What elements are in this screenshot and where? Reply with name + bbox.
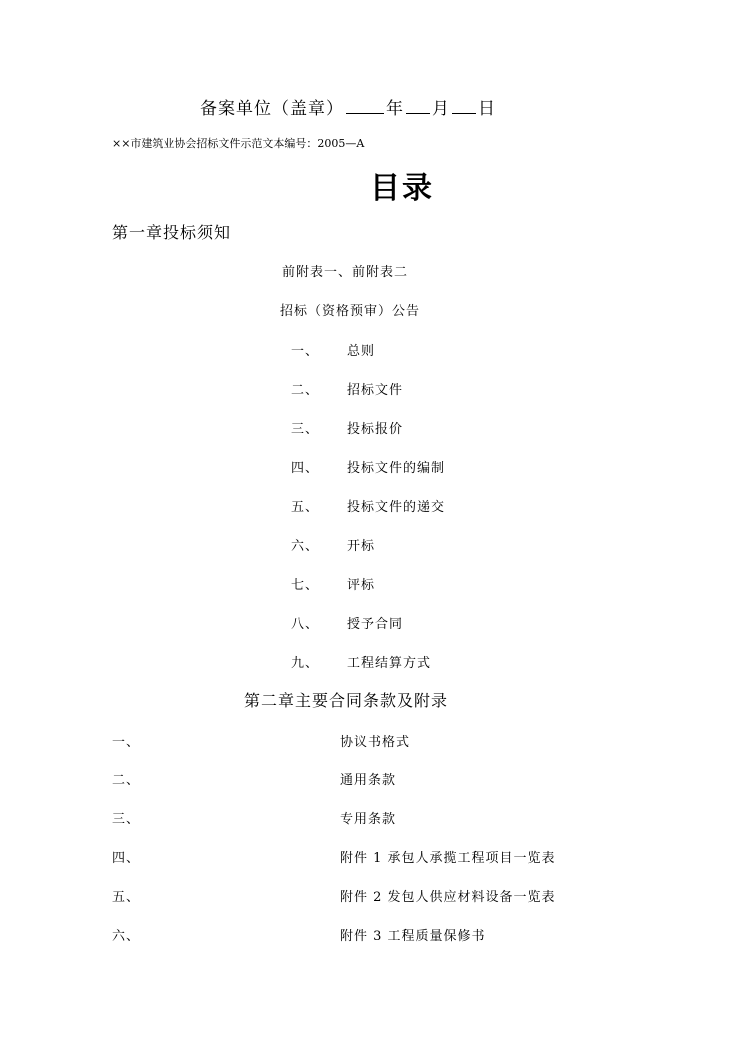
sample-document-number: ××市建筑业协会招标文件示范文本编号：2005—A	[112, 137, 365, 150]
toc-title: 目录	[370, 171, 434, 206]
section-number: 七、	[291, 578, 320, 593]
clause-number: 五、	[112, 890, 141, 905]
clause-number: 三、	[112, 812, 141, 827]
clause-title: 协议书格式	[340, 735, 411, 750]
clause-number: 一、	[112, 735, 141, 750]
toc-section-4	[291, 457, 445, 476]
clause-title: 通用条款	[340, 773, 397, 788]
clause-number: 六、	[112, 929, 141, 944]
toc-section-3	[291, 418, 403, 437]
section-title: 投标文件的递交	[347, 500, 446, 515]
section-number: 三、	[291, 422, 320, 437]
toc-section-6	[291, 535, 375, 554]
day-label: 日	[478, 99, 496, 119]
year-blank	[346, 112, 384, 114]
section-number: 六、	[291, 539, 320, 554]
notice-entry: 招标（资格预审）公告	[280, 304, 421, 319]
section-title: 评标	[347, 578, 376, 593]
section-title: 总则	[347, 344, 376, 359]
section-number: 一、	[291, 344, 320, 359]
section-title: 招标文件	[347, 383, 404, 398]
toc-section-7	[291, 574, 375, 593]
toc-section-1	[291, 340, 375, 359]
section-number: 九、	[291, 656, 320, 671]
section-number: 二、	[291, 383, 320, 398]
clause-title: 附件 2 发包人供应材料设备一览表	[340, 890, 556, 905]
section-number: 八、	[291, 617, 320, 632]
section-title: 投标报价	[347, 422, 404, 437]
clause-title: 专用条款	[340, 812, 397, 827]
year-label: 年	[386, 99, 404, 119]
clause-title: 附件 1 承包人承揽工程项目一览表	[340, 851, 556, 866]
month-blank	[406, 112, 430, 114]
toc-section-8	[291, 613, 403, 632]
day-blank	[452, 112, 476, 114]
section-title: 工程结算方式	[347, 656, 432, 671]
chapter1-heading: 第一章投标须知	[112, 223, 232, 242]
month-label: 月	[432, 99, 450, 119]
toc-section-2	[291, 379, 403, 398]
section-number: 四、	[291, 461, 320, 476]
toc-section-5	[291, 496, 445, 515]
pre-tables-entry: 前附表一、前附表二	[282, 265, 409, 280]
toc-section-9	[291, 652, 431, 671]
filing-unit-line	[200, 94, 496, 119]
filing-unit-label: 备案单位（盖章）	[200, 99, 344, 119]
section-title: 授予合同	[347, 617, 404, 632]
clause-number: 四、	[112, 851, 141, 866]
chapter2-heading: 第二章主要合同条款及附录	[244, 691, 449, 710]
clause-title: 附件 3 工程质量保修书	[340, 929, 486, 944]
section-title: 开标	[347, 539, 376, 554]
section-title: 投标文件的编制	[347, 461, 446, 476]
section-number: 五、	[291, 500, 320, 515]
clause-number: 二、	[112, 773, 141, 788]
